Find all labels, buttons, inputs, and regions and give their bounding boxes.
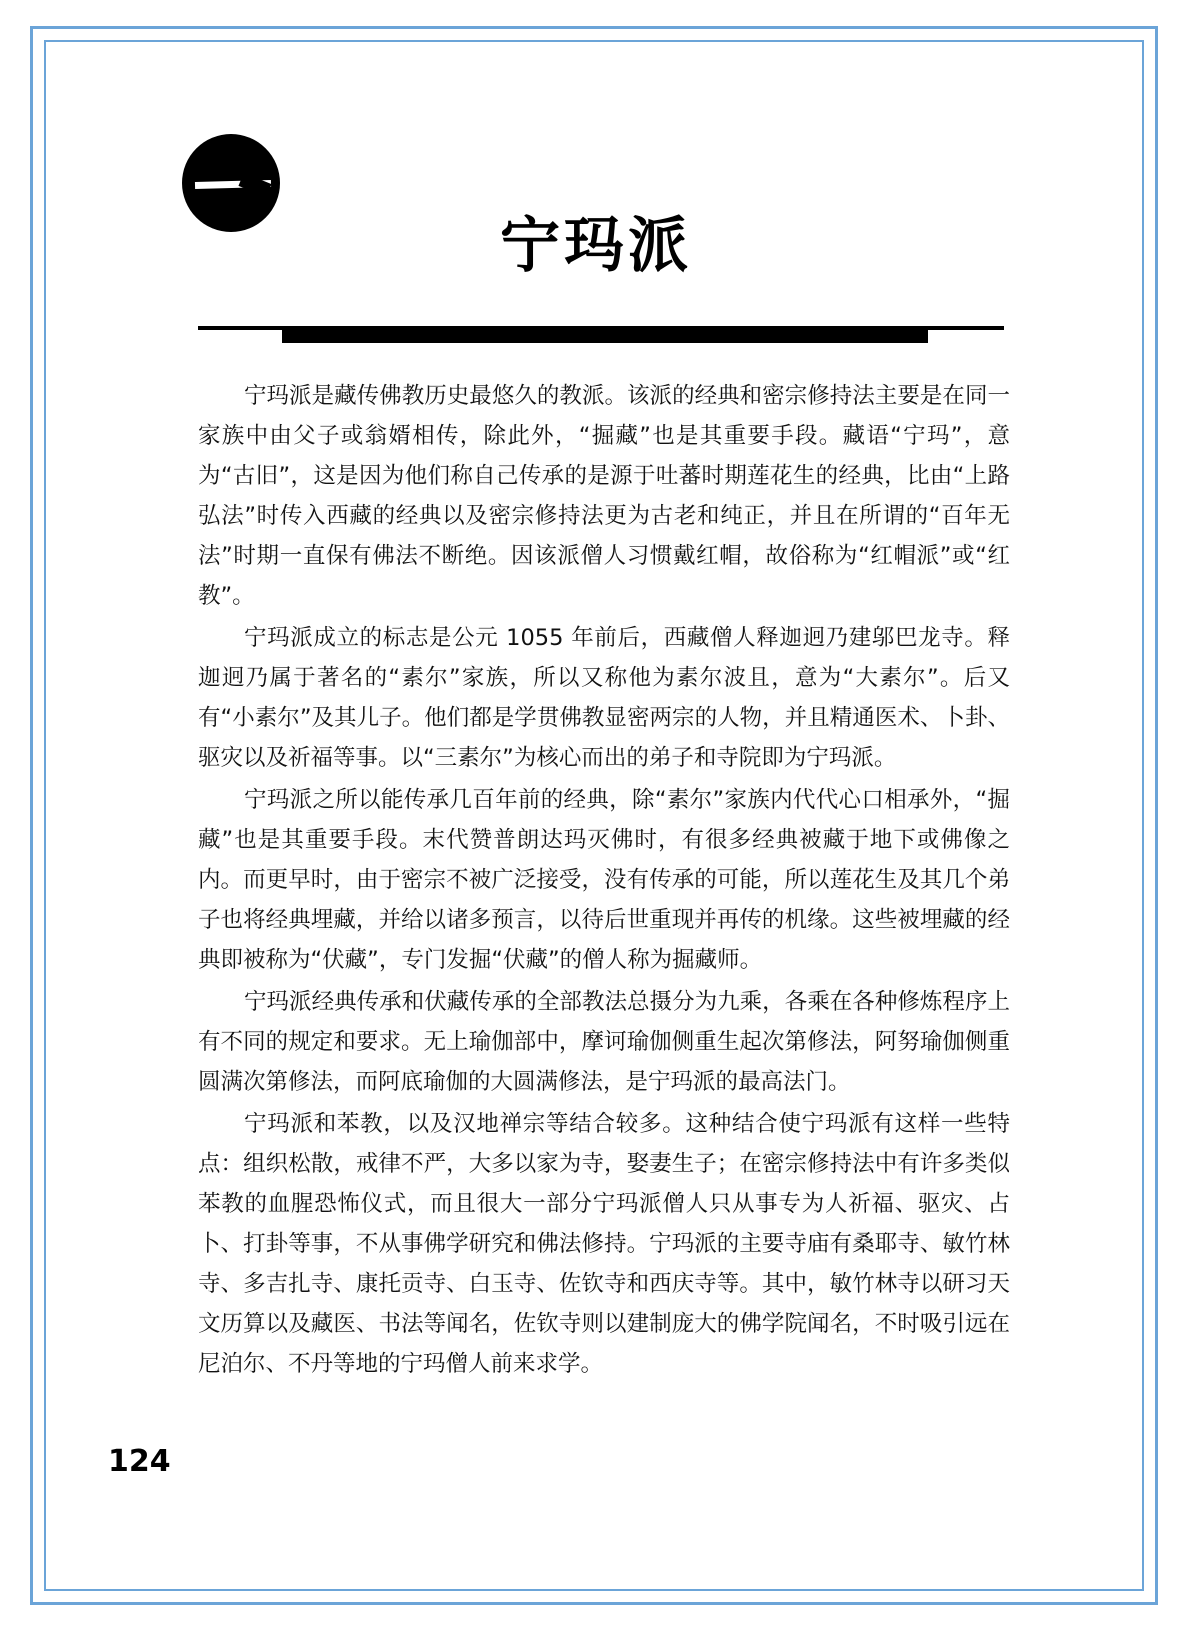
chapter-mark-notch	[238, 173, 271, 197]
paragraph: 宁玛派经典传承和伏藏传承的全部教法总摄分为九乘，各乘在各种修炼程序上有不同的规定和要求。无上瑜伽部中，摩诃瑜伽侧重生起次第修法，阿努瑜伽侧重圆满次第修法，而阿底瑜伽的大圆满修法，是宁玛派的最高法门。	[198, 989, 1010, 1095]
page-number: 124	[108, 1444, 171, 1479]
title-rule-thick	[282, 330, 928, 343]
chapter-circle-mark-icon	[182, 134, 280, 232]
page-title: 宁玛派	[500, 211, 692, 281]
body-text	[198, 376, 1010, 1386]
chapter-header	[60, 56, 1128, 306]
paragraph: 宁玛派和苯教，以及汉地禅宗等结合较多。这种结合使宁玛派有这样一些特点：组织松散，戒律不严，大多以家为寺，娶妻生子；在密宗修持法中有许多类似苯教的血腥恐怖仪式，而且很大一部分宁玛派僧人只从事专为人祈福、驱灾、占卜、打卦等事，不从事佛学研究和佛法修持。宁玛派的主要寺庙有桑耶寺、敏竹林寺、多吉扎寺、康托贡寺、白玉寺、佐钦寺和西庆寺等。其中，敏竹林寺以研习天文历算以及藏医、书法等闻名，佐钦寺则以建制庞大的佛学院闻名，不时吸引远在尼泊尔、不丹等地的宁玛僧人前来求学。	[198, 1111, 1010, 1377]
paragraph: 宁玛派是藏传佛教历史最悠久的教派。该派的经典和密宗修持法主要是在同一家族中由父子或翁婿相传，除此外，“掘藏”也是其重要手段。藏语“宁玛”，意为“古旧”，这是因为他们称自己传承的是源于吐蕃时期莲花生的经典，比由“上路弘法”时传入西藏的经典以及密宗修持法更为古老和纯正，并且在所谓的“百年无法”时期一直保有佛法不断绝。因该派僧人习惯戴红帽，故俗称为“红帽派”或“红教”。	[198, 383, 1010, 609]
page-content	[60, 56, 1128, 1575]
paragraph: 宁玛派成立的标志是公元 1055 年前后，西藏僧人释迦迥乃建邬巴龙寺。释迦迥乃属于著名的“素尔”家族，所以又称他为素尔波且，意为“大素尔”。后又有“小素尔”及其儿子。他们都是学贯佛教显密两宗的人物，并且精通医术、卜卦、驱灾以及祈福等事。以“三素尔”为核心而出的弟子和寺院即为宁玛派。	[198, 625, 1010, 771]
paragraph: 宁玛派之所以能传承几百年前的经典，除“素尔”家族内代代心口相承外，“掘藏”也是其重要手段。末代赞普朗达玛灭佛时，有很多经典被藏于地下或佛像之内。而更早时，由于密宗不被广泛接受，没有传承的可能，所以莲花生及其几个弟子也将经典埋藏，并给以诸多预言，以待后世重现并再传的机缘。这些被埋藏的经典即被称为“伏藏”，专门发掘“伏藏”的僧人称为掘藏师。	[198, 787, 1010, 973]
